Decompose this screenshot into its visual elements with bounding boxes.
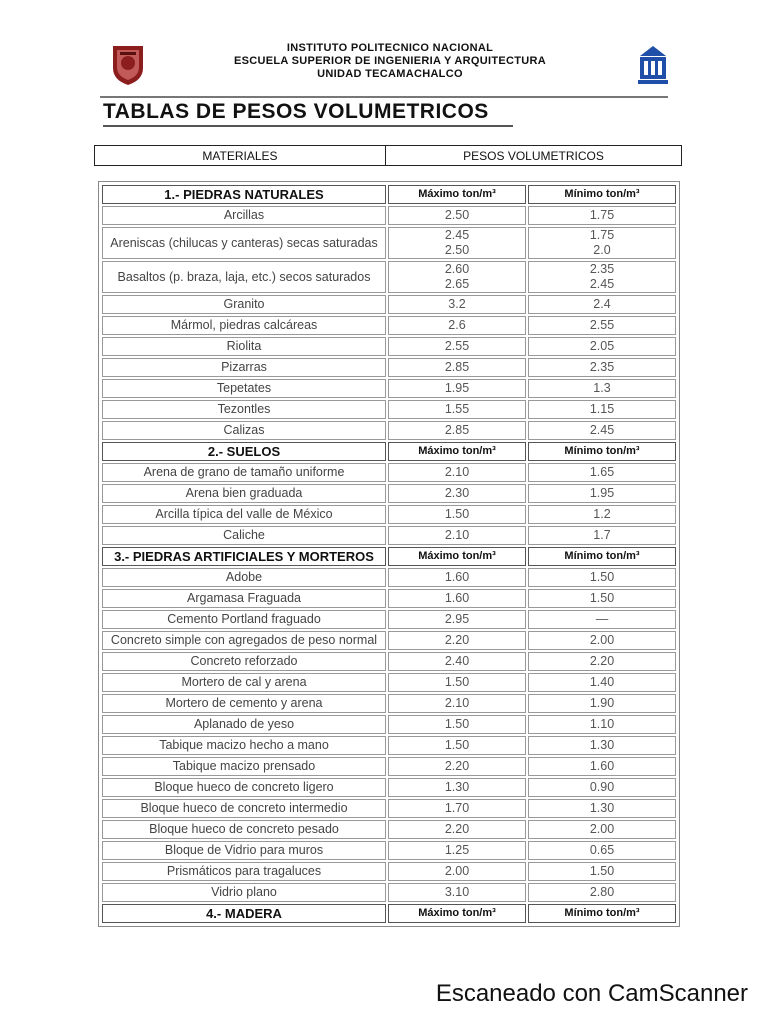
weights-table-frame: [98, 181, 680, 927]
min-weight-value: 2.05: [528, 337, 676, 356]
material-name: Prismáticos para tragaluces: [102, 862, 386, 881]
min-weight-header: Mínimo ton/m³: [528, 547, 676, 566]
table-row: [102, 841, 676, 860]
column-header-table: [94, 145, 682, 166]
table-row: [102, 610, 676, 629]
max-weight-value: 2.10: [388, 526, 526, 545]
table-row: [102, 883, 676, 902]
materials-column-header: MATERIALES: [95, 146, 386, 165]
min-weight-value: 2.00: [528, 631, 676, 650]
max-weight-value: 2.10: [388, 463, 526, 482]
material-name: Calizas: [102, 421, 386, 440]
min-weight-value: 1.30: [528, 736, 676, 755]
institution-name: [160, 42, 620, 81]
table-row: [102, 400, 676, 419]
max-weight-value: 2.30: [388, 484, 526, 503]
max-weight-value: 1.50: [388, 505, 526, 524]
material-name: Tepetates: [102, 379, 386, 398]
institution-line-3: UNIDAD TECAMACHALCO: [317, 68, 463, 80]
max-weight-value: 1.50: [388, 673, 526, 692]
material-name: Bloque hueco de concreto intermedio: [102, 799, 386, 818]
scanner-watermark: Escaneado con CamScanner: [435, 980, 748, 1007]
material-name: Argamasa Fraguada: [102, 589, 386, 608]
table-row: [102, 337, 676, 356]
material-name: Arena de grano de tamaño uniforme: [102, 463, 386, 482]
max-weight-value: 1.95: [388, 379, 526, 398]
material-name: Mortero de cemento y arena: [102, 694, 386, 713]
max-weight-value: 2.20: [388, 631, 526, 650]
table-row: [102, 652, 676, 671]
table-row: [102, 862, 676, 881]
min-weight-value: —: [528, 610, 676, 629]
min-weight-value: 1.15: [528, 400, 676, 419]
table-row: [102, 778, 676, 797]
max-weight-header: Máximo ton/m³: [388, 442, 526, 461]
material-name: Bloque hueco de concreto ligero: [102, 778, 386, 797]
min-weight-value: 2.4: [528, 295, 676, 314]
table-row: [102, 757, 676, 776]
material-name: Arena bien graduada: [102, 484, 386, 503]
table-row: [102, 505, 676, 524]
max-weight-value: 2.45 2.50: [388, 227, 526, 259]
document-header: [110, 38, 670, 92]
min-weight-value: 1.75: [528, 206, 676, 225]
section-header-row: [102, 547, 676, 566]
material-name: Mortero de cal y arena: [102, 673, 386, 692]
section-header-row: [102, 904, 676, 923]
max-weight-header: Máximo ton/m³: [388, 547, 526, 566]
header-divider: [100, 96, 668, 98]
table-row: [102, 799, 676, 818]
max-weight-value: 2.00: [388, 862, 526, 881]
max-weight-value: 2.40: [388, 652, 526, 671]
table-row: [102, 484, 676, 503]
title-underline: [103, 125, 513, 127]
material-name: Adobe: [102, 568, 386, 587]
table-row: [102, 631, 676, 650]
min-weight-value: 1.90: [528, 694, 676, 713]
max-weight-value: 2.20: [388, 757, 526, 776]
min-weight-value: 1.3: [528, 379, 676, 398]
min-weight-value: 2.45: [528, 421, 676, 440]
table-row: [102, 295, 676, 314]
material-name: Arcilla típica del valle de México: [102, 505, 386, 524]
min-weight-value: 1.50: [528, 589, 676, 608]
material-name: Pizarras: [102, 358, 386, 377]
table-row: [102, 694, 676, 713]
table-row: [102, 316, 676, 335]
material-name: Basaltos (p. braza, laja, etc.) secos saturados: [102, 261, 386, 293]
min-weight-value: 2.35 2.45: [528, 261, 676, 293]
max-weight-value: 3.2: [388, 295, 526, 314]
material-name: Arcillas: [102, 206, 386, 225]
min-weight-header: Mínimo ton/m³: [528, 185, 676, 204]
min-weight-value: 1.50: [528, 568, 676, 587]
weights-column-header: PESOS VOLUMETRICOS: [463, 148, 604, 163]
table-row: [102, 736, 676, 755]
max-weight-value: 1.50: [388, 736, 526, 755]
ipn-shield-logo-icon: [110, 42, 146, 86]
table-row: [102, 673, 676, 692]
table-row: [102, 589, 676, 608]
max-weight-value: 1.70: [388, 799, 526, 818]
max-weight-value: 2.55: [388, 337, 526, 356]
min-weight-value: 2.55: [528, 316, 676, 335]
max-weight-value: 2.60 2.65: [388, 261, 526, 293]
max-weight-value: 2.85: [388, 358, 526, 377]
material-name: Mármol, piedras calcáreas: [102, 316, 386, 335]
min-weight-value: 1.40: [528, 673, 676, 692]
section-header-row: [102, 185, 676, 204]
material-name: Caliche: [102, 526, 386, 545]
section-name: 3.- PIEDRAS ARTIFICIALES Y MORTEROS: [102, 547, 386, 566]
max-weight-value: 3.10: [388, 883, 526, 902]
min-weight-value: 1.2: [528, 505, 676, 524]
material-name: Bloque hueco de concreto pesado: [102, 820, 386, 839]
max-weight-header: Máximo ton/m³: [388, 185, 526, 204]
institution-line-1: INSTITUTO POLITECNICO NACIONAL: [286, 42, 494, 54]
min-weight-value: 2.20: [528, 652, 676, 671]
section-name: 1.- PIEDRAS NATURALES: [102, 185, 386, 204]
max-weight-value: 1.60: [388, 568, 526, 587]
max-weight-value: 1.60: [388, 589, 526, 608]
section-header-row: [102, 442, 676, 461]
material-name: Riolita: [102, 337, 386, 356]
max-weight-value: 1.55: [388, 400, 526, 419]
min-weight-value: 1.30: [528, 799, 676, 818]
max-weight-value: 2.85: [388, 421, 526, 440]
material-name: Vidrio plano: [102, 883, 386, 902]
material-name: Cemento Portland fraguado: [102, 610, 386, 629]
section-name: 4.- MADERA: [102, 904, 386, 923]
min-weight-value: 1.10: [528, 715, 676, 734]
institution-line-2: ESCUELA SUPERIOR DE INGENIERIA Y ARQUITECTURA: [234, 55, 546, 67]
min-weight-value: 0.65: [528, 841, 676, 860]
min-weight-value: 0.90: [528, 778, 676, 797]
material-name: Bloque de Vidrio para muros: [102, 841, 386, 860]
max-weight-value: 1.25: [388, 841, 526, 860]
min-weight-value: 2.00: [528, 820, 676, 839]
section-name: 2.- SUELOS: [102, 442, 386, 461]
esia-building-logo-icon: [636, 42, 670, 86]
max-weight-value: 1.50: [388, 715, 526, 734]
weights-table: [100, 183, 678, 925]
material-name: Concreto simple con agregados de peso normal: [102, 631, 386, 650]
material-name: Tezontles: [102, 400, 386, 419]
table-row: [102, 261, 676, 293]
min-weight-header: Mínimo ton/m³: [528, 442, 676, 461]
min-weight-value: 1.95: [528, 484, 676, 503]
table-row: [102, 526, 676, 545]
min-weight-value: 2.35: [528, 358, 676, 377]
max-weight-value: 2.50: [388, 206, 526, 225]
min-weight-value: 2.80: [528, 883, 676, 902]
max-weight-value: 2.6: [388, 316, 526, 335]
max-weight-value: 1.30: [388, 778, 526, 797]
min-weight-value: 1.60: [528, 757, 676, 776]
table-row: [102, 379, 676, 398]
table-row: [102, 421, 676, 440]
min-weight-value: 1.7: [528, 526, 676, 545]
material-name: Tabique macizo prensado: [102, 757, 386, 776]
min-weight-value: 1.50: [528, 862, 676, 881]
min-weight-header: Mínimo ton/m³: [528, 904, 676, 923]
material-name: Tabique macizo hecho a mano: [102, 736, 386, 755]
material-name: Concreto reforzado: [102, 652, 386, 671]
table-row: [102, 463, 676, 482]
min-weight-value: 1.75 2.0: [528, 227, 676, 259]
min-weight-value: 1.65: [528, 463, 676, 482]
material-name: Granito: [102, 295, 386, 314]
table-row: [102, 227, 676, 259]
max-weight-header: Máximo ton/m³: [388, 904, 526, 923]
max-weight-value: 2.20: [388, 820, 526, 839]
material-name: Aplanado de yeso: [102, 715, 386, 734]
table-row: [102, 715, 676, 734]
table-row: [102, 820, 676, 839]
material-name: Areniscas (chilucas y canteras) secas saturadas: [102, 227, 386, 259]
max-weight-value: 2.95: [388, 610, 526, 629]
table-row: [102, 568, 676, 587]
page-title: TABLAS DE PESOS VOLUMETRICOS: [103, 100, 489, 123]
table-row: [102, 206, 676, 225]
table-row: [102, 358, 676, 377]
max-weight-value: 2.10: [388, 694, 526, 713]
